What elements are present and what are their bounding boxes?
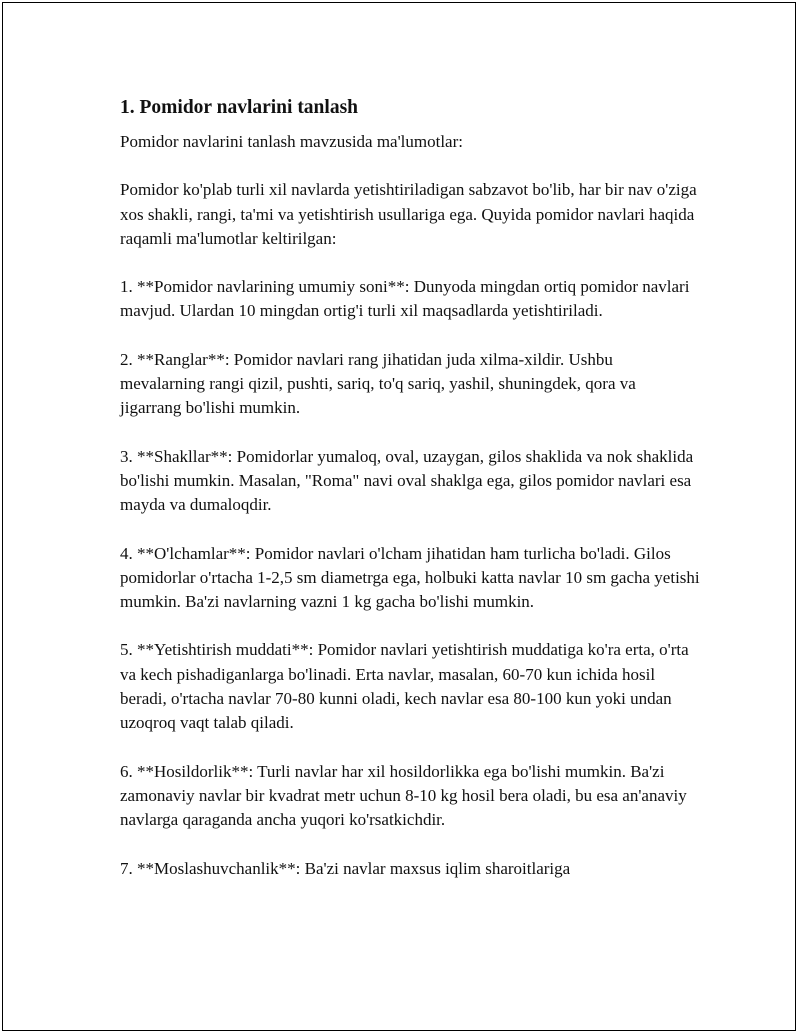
document-page (2, 2, 796, 1031)
paragraph-item-2: 2. **Ranglar**: Pomidor navlari rang jihatidan juda xilma-xildir. Ushbu mevalarning rangi qizil, pushti, sariq, to'q sariq, yashil, shuningdek, qora va jigarrang bo'lishi mumkin. (120, 349, 636, 418)
paragraph-item-4: 4. **O'lchamlar**: Pomidor navlari o'lcham jihatidan ham turlicha bo'ladi. Gilos pomidorlar o'rtacha 1-2,5 sm diametrga ega, holbuki katta navlar 10 sm gacha yetishi mumkin. Ba'zi navlarning vazni 1 kg gacha bo'lishi mumkin. (120, 543, 700, 612)
document-body (120, 95, 700, 905)
document-title: 1. Pomidor navlarini tanlash (120, 97, 359, 118)
paragraph-item-1: 1. **Pomidor navlarining umumiy soni**: Dunyoda mingdan ortiq pomidor navlari mavjud. Ulardan 10 mingdan ortig'i turli xil maqsadlarda yetishtiriladi. (120, 277, 690, 321)
paragraph-item-7: 7. **Moslashuvchanlik**: Ba'zi navlar maxsus iqlim sharoitlariga (120, 858, 571, 878)
paragraph-item-6: 6. **Hosildorlik**: Turli navlar har xil hosildorlikka ega bo'lishi mumkin. Ba'zi zamonaviy navlar bir kvadrat metr uchun 8-10 kg hosil bera oladi, bu esa an'anaviy navlarga qaraganda ancha yuqori ko'rsatkichdir. (120, 761, 687, 830)
intro-paragraph: Pomidor navlarini tanlash mavzusida ma'lumotlar: (120, 132, 463, 151)
paragraph-item-5: 5. **Yetishtirish muddati**: Pomidor navlari yetishtirish muddatiga ko'ra erta, o'rta va kech pishadiganlarga bo'linadi. Erta navlar, masalan, 60-70 kun ichida hosil beradi, o'rtacha navlar 70-80 kunni oladi, kech navlar esa 80-100 kun yoki undan uzoqroq vaqt talab qiladi. (120, 640, 689, 733)
paragraph-item-3: 3. **Shakllar**: Pomidorlar yumaloq, oval, uzaygan, gilos shaklida va nok shaklida bo'lishi mumkin. Masalan, "Roma" navi oval shaklga ega, gilos pomidor navlari esa mayda va dumaloqdir. (120, 446, 694, 515)
paragraph-overview: Pomidor ko'plab turli xil navlarda yetishtiriladigan sabzavot bo'lib, har bir nav o'ziga xos shakli, rangi, ta'mi va yetishtirish usullariga ega. Quyida pomidor navlari haqida raqamli ma'lumotlar keltirilgan: (120, 180, 697, 248)
